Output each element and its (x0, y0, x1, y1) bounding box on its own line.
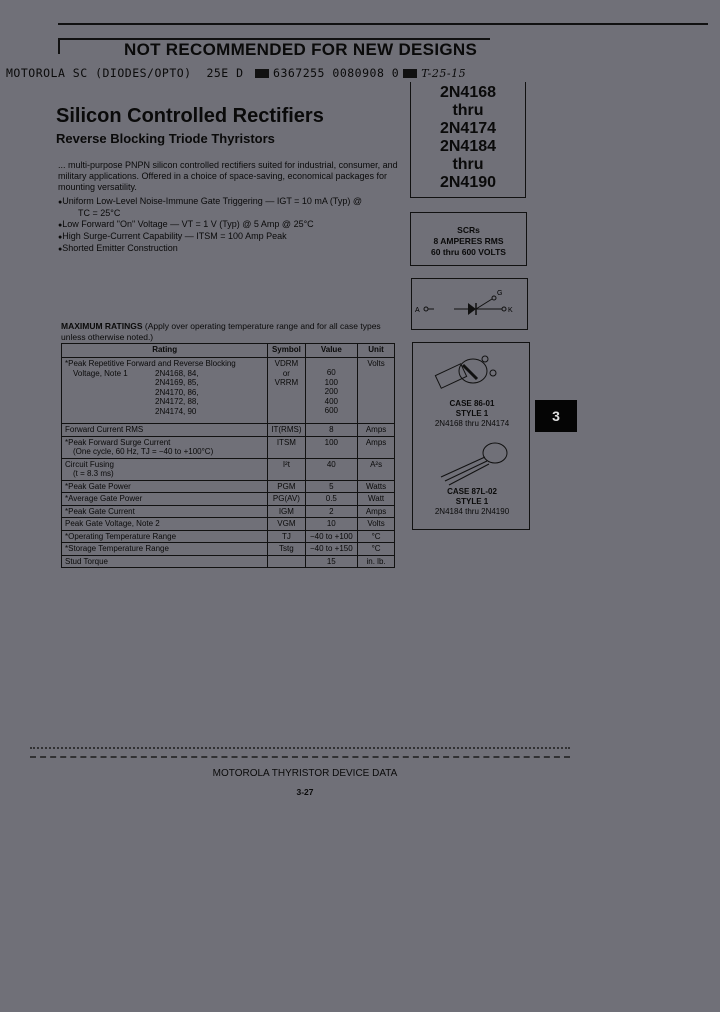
section-tab: 3 (535, 400, 577, 432)
rating-text: Forward Current RMS (65, 425, 144, 434)
page-title: Silicon Controlled Rectifiers (56, 105, 324, 127)
table-row (62, 543, 395, 556)
rating-cell (62, 458, 268, 480)
value-text: 100 (324, 377, 338, 387)
part-number: 2N4190 (439, 174, 497, 191)
scan-header-code (6, 66, 466, 80)
rating-cell (62, 555, 268, 568)
top-rule (58, 23, 708, 25)
table-row (62, 518, 395, 531)
summary-line: SCRs (457, 225, 480, 235)
description: ... multi-purpose PNPN silicon controlled rectifiers suited for industrial, consumer, and military applications. Offered in a choice of space-saving, economical packages for mounting versatility. (58, 160, 398, 192)
to-package-icon (435, 439, 515, 487)
header-code-mid: 25E D (206, 66, 244, 80)
value-cell: 5 (305, 480, 358, 493)
device-list-item: 2N4172, 88, (155, 397, 199, 406)
part-number-box (410, 82, 526, 198)
symbol-cell (268, 358, 305, 424)
device-list-item: 2N4168, 84, (155, 368, 199, 378)
feature-text-cont: TC = 25°C (78, 208, 121, 218)
value-text: 200 (324, 387, 338, 396)
case-number: CASE 87L-02 (447, 487, 497, 496)
black-block (255, 69, 269, 78)
rating-cell (62, 505, 268, 518)
symbol-text: VDRM (274, 359, 299, 368)
anode-label: A (415, 307, 420, 314)
symbol-cell (268, 555, 305, 568)
feature-item (58, 243, 398, 255)
symbol-cell: IGM (268, 505, 305, 518)
black-block (403, 69, 417, 78)
feature-text: High Surge-Current Capability — ITSM = 100 Amp Peak (62, 231, 287, 241)
table-row (62, 480, 395, 493)
symbol-cell: I²t (268, 458, 305, 480)
symbol-text: VRRM (274, 378, 299, 387)
max-ratings-heading (61, 321, 391, 343)
package-label-1 (413, 399, 531, 429)
header-code-left: MOTOROLA SC (DIODES/OPTO) (6, 66, 192, 80)
value-cell: 40 (305, 458, 358, 480)
symbol-cell: IT(RMS) (268, 424, 305, 437)
rating-cell (62, 530, 268, 543)
value-cell: 100 (305, 436, 358, 458)
device-list-item: 2N4169, 85, (155, 378, 199, 387)
feature-item (58, 219, 398, 231)
max-ratings-title: MAXIMUM RATINGS (61, 321, 143, 331)
device-list-item: 2N4174, 90 (155, 406, 197, 416)
cathode-label: K (508, 307, 513, 314)
rating-cell (62, 493, 268, 506)
scr-symbol-icon (412, 279, 526, 327)
table-row (62, 505, 395, 518)
table-row (62, 436, 395, 458)
max-ratings-note: (Apply over operating temperature range and for all case types unless otherwise noted.) (61, 321, 381, 342)
symbol-cell: VGM (268, 518, 305, 531)
summary-box (410, 212, 527, 266)
table-row (62, 458, 395, 480)
feature-text: Shorted Emitter Construction (62, 243, 178, 253)
unit-cell: Volts (358, 518, 395, 531)
column-header: Value (305, 344, 358, 358)
table-row (62, 530, 395, 543)
rating-text: Voltage, Note 1 (73, 368, 128, 378)
unit-cell: Amps (358, 424, 395, 437)
symbol-cell: TJ (268, 530, 305, 543)
unit-cell: °C (358, 530, 395, 543)
rating-cell (62, 358, 268, 424)
rating-cell (62, 480, 268, 493)
rating-cell (62, 518, 268, 531)
rating-text: Peak Gate Voltage, Note 2 (65, 519, 160, 528)
rating-text: Stud Torque (65, 556, 108, 566)
rating-condition: (One cycle, 60 Hz, TJ = −40 to +100°C) (73, 447, 214, 456)
unit-cell: in. lb. (358, 555, 395, 568)
handwritten-code: T-25-15 (421, 67, 467, 80)
page-number: 3-27 (296, 787, 314, 797)
unit-cell: Watts (358, 480, 395, 493)
part-number: 2N4184 (439, 138, 497, 155)
rating-cell (62, 436, 268, 458)
part-number: 2N4174 (439, 120, 497, 137)
symbol-cell: ITSM (268, 436, 305, 458)
unit-cell: Volts (358, 358, 395, 424)
case-style: STYLE 1 (455, 409, 489, 418)
not-recommended-banner: NOT RECOMMENDED FOR NEW DESIGNS (124, 40, 478, 59)
feature-item (58, 231, 398, 243)
rating-text: *Peak Gate Current (65, 506, 135, 516)
footer-title: MOTOROLA THYRISTOR DEVICE DATA (212, 768, 398, 779)
page-subtitle: Reverse Blocking Triode Thyristors (56, 131, 275, 146)
value-text: 600 (324, 406, 338, 415)
case-parts: 2N4168 thru 2N4174 (434, 419, 510, 428)
value-cell: 15 (305, 555, 358, 568)
stud-package-icon (433, 351, 513, 401)
case-parts: 2N4184 thru 2N4190 (434, 507, 510, 516)
symbol-cell: Tstg (268, 543, 305, 556)
feature-list (58, 196, 398, 255)
rating-text: *Storage Temperature Range (65, 544, 169, 553)
feature-item (58, 196, 398, 219)
symbol-cell: PG(AV) (268, 493, 305, 506)
max-ratings-table (61, 343, 395, 568)
package-label-2 (413, 487, 531, 517)
value-cell: 0.5 (305, 493, 358, 506)
rating-cell (62, 543, 268, 556)
rating-text: Circuit Fusing (65, 459, 114, 469)
unit-cell: Amps (358, 436, 395, 458)
rating-text: *Peak Repetitive Forward and Reverse Blocking (65, 359, 236, 368)
value-cell: −40 to +100 (305, 530, 358, 543)
unit-cell: Amps (358, 505, 395, 518)
unit-cell: Watt (358, 493, 395, 506)
value-cell: −40 to +150 (305, 543, 358, 556)
column-header: Symbol (268, 344, 305, 358)
part-number: 2N4168 (439, 84, 497, 101)
table-row (62, 358, 395, 424)
rating-text: *Peak Gate Power (65, 481, 131, 491)
table-row (62, 424, 395, 437)
feature-text: Uniform Low-Level Noise-Immune Gate Triggering — IGT = 10 mA (Typ) @ (62, 196, 363, 206)
rating-text: *Operating Temperature Range (65, 531, 177, 541)
case-number: CASE 86-01 (449, 399, 495, 408)
column-header: Rating (62, 344, 268, 358)
value-cell: 10 (305, 518, 358, 531)
package-box (412, 342, 530, 530)
rating-cell (62, 424, 268, 437)
scr-symbol-box (411, 278, 528, 330)
part-number-thru: thru (452, 102, 484, 119)
table-row (62, 493, 395, 506)
table-row (62, 555, 395, 568)
gate-label: G (497, 290, 503, 297)
summary-line: 60 thru 600 VOLTS (431, 247, 506, 257)
unit-cell: °C (358, 543, 395, 556)
header-code-right: 6367255 0080908 0 (273, 66, 400, 80)
unit-cell: A²s (358, 458, 395, 480)
symbol-text: or (282, 368, 290, 378)
rating-text: *Peak Forward Surge Current (65, 437, 171, 447)
value-cell (305, 358, 358, 424)
rating-condition: (t = 8.3 ms) (73, 469, 114, 478)
summary-line: 8 AMPERES RMS (433, 236, 504, 246)
value-text: 400 (324, 396, 338, 406)
value-cell: 8 (305, 424, 358, 437)
symbol-cell: PGM (268, 480, 305, 493)
device-list-item: 2N4170, 86, (155, 387, 199, 397)
column-header: Unit (358, 344, 395, 358)
value-text: 60 (326, 368, 336, 377)
table-header-row (62, 344, 395, 358)
case-style: STYLE 1 (455, 497, 489, 506)
part-number-thru: thru (452, 156, 484, 173)
footer-rule (30, 747, 570, 758)
value-cell: 2 (305, 505, 358, 518)
feature-text: Low Forward "On" Voltage — VT = 1 V (Typ) @ 5 Amp @ 25°C (62, 219, 314, 229)
rating-text: *Average Gate Power (65, 494, 143, 503)
